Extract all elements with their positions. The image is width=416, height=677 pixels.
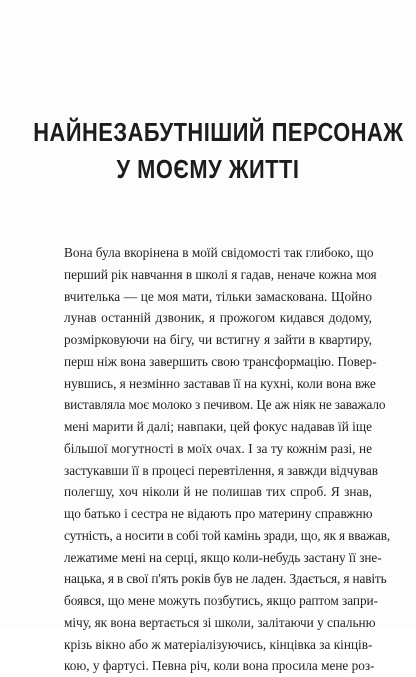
body-line-15: лежатиме мені на серці, якщо коли-небудь застану її зне- bbox=[64, 549, 382, 565]
chapter-body-text bbox=[64, 242, 391, 677]
body-line-1: Вона була вкорінена в моїй свідомості так глибоко, що bbox=[64, 245, 374, 260]
chapter-title-line-1: НАЙНЕЗАБУТНІШИЙ ПЕРСОНАЖ bbox=[33, 117, 404, 147]
body-line-20: кою, у фартусі. Певна річ, коли вона просила мене роз- bbox=[64, 658, 375, 674]
body-line-14: сутність, а носити в собі той камінь зради, що, як я вважав, bbox=[64, 527, 391, 543]
body-line-17: боявся, що мене можуть позбутись, якщо раптом запри- bbox=[64, 593, 378, 608]
body-line-12: полегшу, хоч ніколи й не полишав тих спроб. Я знав, bbox=[64, 484, 372, 500]
body-line-5: розмірковуючи на бігу, чи встигну я зайти в квартиру, bbox=[64, 332, 372, 347]
body-line-11: застукавши її в процесі перевтілення, я завжди відчував bbox=[64, 462, 378, 478]
body-line-9: мені марити й далі; навпаки, цей фокус надавав їй іще bbox=[64, 419, 372, 434]
body-line-6: перш ніж вона завершить свою трансформацію. Повер- bbox=[64, 353, 377, 369]
body-line-18: мічу, як вона вертається зі школи, залітаючи у спальню bbox=[64, 614, 376, 630]
body-line-8: виставляла моє молоко з печивом. Це аж ніяк не заважало bbox=[64, 397, 386, 413]
chapter-title bbox=[33, 114, 404, 188]
chapter-title-line-2: У МОЄМУ ЖИТТІ bbox=[116, 154, 300, 184]
body-line-13: що батько і сестра не відають про материну справжню bbox=[64, 506, 373, 521]
body-line-3: вчителька — це моя мати, тільки замаскована. Щойно bbox=[64, 288, 372, 304]
body-line-19: крізь вікно або ж матеріалізуючись, кінцівка за кінців- bbox=[64, 636, 373, 652]
body-line-16: нацька, я в свої п'ять років був не ладен. Здається, я навіть bbox=[64, 571, 387, 587]
body-line-2: перший рік навчання в школі я гадав, неначе кожна моя bbox=[64, 266, 377, 282]
body-line-10: більшої могутності в моїх очах. І за ту кожнім разі, не bbox=[64, 440, 372, 456]
body-line-4: лунав останній дзвоник, я прожогом кидався додому, bbox=[64, 310, 372, 326]
body-line-7: нувшись, я незмінно заставав її на кухні, коли вона вже bbox=[64, 375, 376, 391]
